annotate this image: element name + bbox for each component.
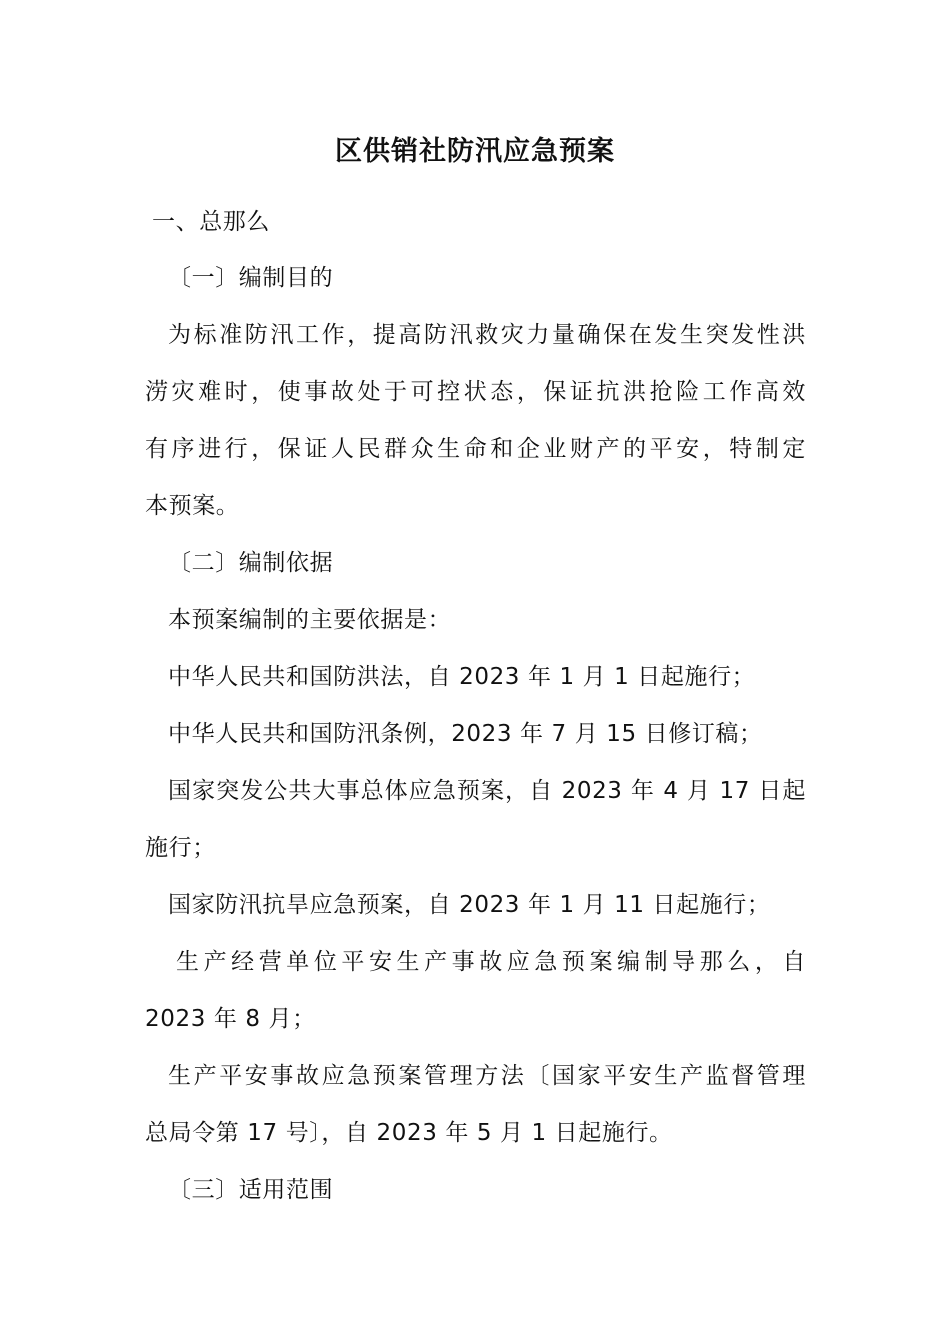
paragraph-line: 有序进行，保证人民群众生命和企业财产的平安，特制定 [145, 436, 806, 462]
basis-item-continued: 施行； [145, 835, 216, 861]
basis-item: 生产经营单位平安生产事故应急预案编制导那么，自 [176, 949, 806, 975]
paragraph-line: 涝灾难时，使事故处于可控状态，保证抗洪抢险工作高效 [145, 379, 806, 405]
paragraph-line: 本预案编制的主要依据是： [168, 607, 452, 633]
basis-item: 国家防汛抗旱应急预案，自 2023 年 1 月 11 日起施行； [168, 892, 771, 918]
paragraph-line: 本预案。 [145, 493, 240, 519]
subsection-heading-purpose: 〔一〕编制目的 [168, 265, 334, 291]
basis-item: 中华人民共和国防洪法，自 2023 年 1 月 1 日起施行； [168, 664, 756, 690]
subsection-heading-scope: 〔三〕适用范围 [168, 1177, 334, 1203]
basis-item: 中华人民共和国防汛条例，2023 年 7 月 15 日修订稿； [168, 721, 763, 747]
paragraph-line: 为标准防汛工作，提高防汛救灾力量确保在发生突发性洪 [168, 322, 806, 348]
basis-item-continued: 2023 年 8 月； [145, 1006, 316, 1032]
basis-item: 生产平安事故应急预案管理方法〔国家平安生产监督管理 [168, 1063, 806, 1089]
subsection-heading-basis: 〔二〕编制依据 [168, 550, 334, 576]
basis-item: 国家突发公共大事总体应急预案，自 2023 年 4 月 17 日起 [168, 778, 806, 804]
document-title: 区供销社防汛应急预案 [335, 136, 615, 167]
basis-item-continued: 总局令第 17 号〕，自 2023 年 5 月 1 日起施行。 [145, 1120, 673, 1146]
section-heading-general: 一、总那么 [152, 209, 270, 235]
